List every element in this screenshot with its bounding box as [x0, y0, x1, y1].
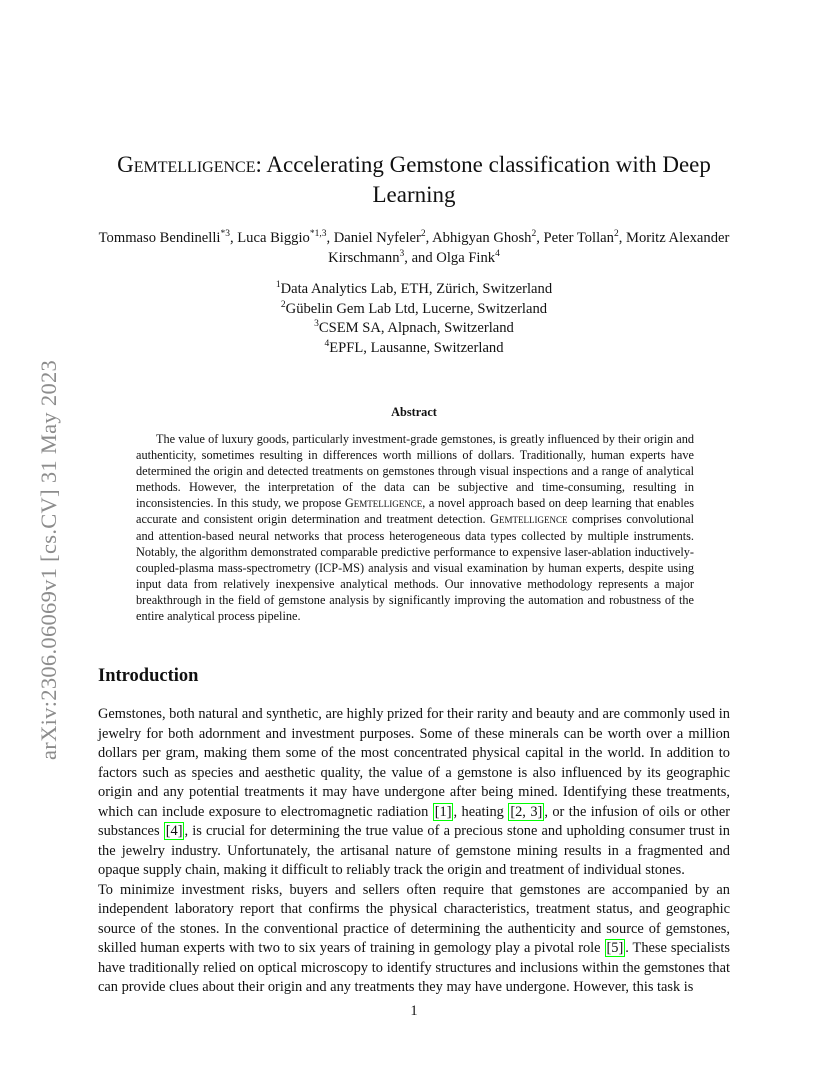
affiliation-line [98, 300, 730, 320]
paragraph-segment: , is crucial for determining the true value of a precious stone and upholding consumer trust in the jewelry industry. Unfortunately, the artisanal nature of gemstone mining results in a fragmented and opaque supply chain, making it difficult to reliably track the origin and treatment of individual stones. [98, 823, 730, 878]
author-affiliation-mark: *1,3 [309, 229, 327, 240]
page-number: 1 [410, 1003, 418, 1019]
affiliation-text: CSEM SA, Alpnach, Switzerland [318, 320, 514, 336]
author-affiliation-mark: 2 [420, 229, 426, 240]
author-affiliation-mark: 4 [495, 249, 500, 260]
author-name: Abhigyan Ghosh [432, 230, 532, 246]
paragraph-segment: , heating [453, 803, 509, 820]
author-affiliation-mark: 2 [531, 229, 537, 240]
author-name: Daniel Nyfeler [333, 230, 421, 246]
abstract-system-name: Gemtelligence [490, 512, 568, 527]
affiliation-text: EPFL, Lausanne, Switzerland [329, 339, 504, 356]
citation-link[interactable]: [2, 3] [510, 803, 543, 820]
introduction-paragraph [98, 705, 730, 881]
author-name: Tommaso Bendinelli [98, 230, 221, 246]
author-affiliation-mark: 2 [613, 229, 619, 240]
abstract-text [136, 431, 694, 624]
title-system-name: Gemtelligence [117, 152, 256, 177]
author-affiliation-mark: *3 [220, 229, 230, 240]
affiliation-line [98, 280, 730, 300]
author-name: Peter Tollan [543, 230, 614, 246]
introduction-heading: Introduction [98, 666, 199, 686]
abstract-segment: The value of luxury goods, particularly investment-grade gemstones, is greatly influenced by their origin and authenticity, sometimes resulting in differences worth millions of dollars. Traditionally, human experts have determined the origin and detected treatments on gemstones through visual inspections and a range of analytical methods. However, the interpretation of the data can be subjective and time-consuming, resulting in inconsistencies. In this study, we propose [136, 432, 694, 511]
affiliation-text: Gübelin Gem Lab Ltd, Lucerne, Switzerland [285, 300, 548, 317]
abstract-segment: comprises convolutional and attention-based neural networks that process heterogeneous data types collected by multiple instruments. Notably, the algorithm demonstrated comparable predictive performance to expensive laser-ablation inductively-coupled-plasma mass-spectrometry (ICP-MS) analysis and visual examination by human experts, despite using input data from relatively inexpensive analytical methods. Our innovative methodology represents a major breakthrough in the field of gemstone analysis by significantly improving the automation and robustness of the entire analytical process pipeline. [136, 512, 694, 624]
introduction-paragraph [98, 881, 730, 998]
affiliation-mark: 3 [314, 319, 319, 330]
introduction-body [98, 705, 730, 998]
paragraph-segment: , or the infusion of oils or other substances [98, 803, 731, 839]
author-separator: , [425, 230, 433, 246]
title-rest: : Accelerating Gemstone classification with Deep Learning [255, 152, 711, 207]
author-separator: , [618, 230, 626, 246]
abstract-segment: , a novel approach based on deep learning that enables accurate and consistent origin determination and treatment detection. [136, 496, 694, 527]
author-list [90, 228, 738, 268]
author-name: Olga Fink [436, 250, 496, 266]
author-name: Luca Biggio [237, 230, 310, 246]
abstract-system-name: Gemtelligence [344, 496, 423, 511]
author-separator: , [229, 230, 238, 246]
affiliation-list [98, 280, 730, 358]
affiliation-line [98, 319, 730, 339]
paragraph-segment: Gemstones, both natural and synthetic, are highly prized for their rarity and beauty and are commonly used in jewelry for both adornment and investment purposes. Some of these minerals can be worth over a million dollars per gram, making them some of the most concentrated physical capital in the world. In addition to factors such as species and aesthetic quality, the value of a gemstone is also influenced by its geographic origin and any potential treatments it may have undergone after being mined. Identifying these treatments, which can include exposure to electromagnetic radiation [98, 706, 730, 820]
affiliation-text: Data Analytics Lab, ETH, Zürich, Switzerland [280, 281, 553, 297]
citation-link[interactable]: [5] [606, 940, 624, 956]
affiliation-line [98, 339, 730, 359]
citation-link[interactable]: [1] [434, 803, 452, 820]
paragraph-segment: To minimize investment risks, buyers and sellers often require that gemstones are accompanied by an independent laboratory report that confirms the physical characteristics, treatment status, and geographic source of the stones. In the conventional practice of determining the authenticity and source of gemstones, skilled human experts with two to six years of training in gemology play a pivotal role [98, 881, 730, 956]
affiliation-mark: 2 [280, 299, 286, 310]
arxiv-identifier-stamp: arXiv:2306.06069v1 [cs.CV] 31 May 2023 [36, 359, 61, 760]
affiliation-mark: 1 [275, 280, 281, 291]
affiliation-mark: 4 [324, 338, 330, 349]
author-separator: , and [404, 250, 437, 266]
citation-link[interactable]: [4] [165, 823, 183, 839]
author-separator: , [536, 230, 544, 246]
author-affiliation-mark: 3 [399, 249, 405, 260]
abstract-heading: Abstract [391, 405, 437, 419]
author-separator: , [326, 230, 334, 246]
paragraph-segment: . These specialists have traditionally relied on optical microscopy to identify structures and inclusions within the gemstones that can provide clues about their origin and any treatments they may have undergone. However, this task is [98, 940, 730, 995]
paper-title [98, 150, 730, 210]
author-name: Moritz Alexander Kirschmann [328, 230, 730, 266]
